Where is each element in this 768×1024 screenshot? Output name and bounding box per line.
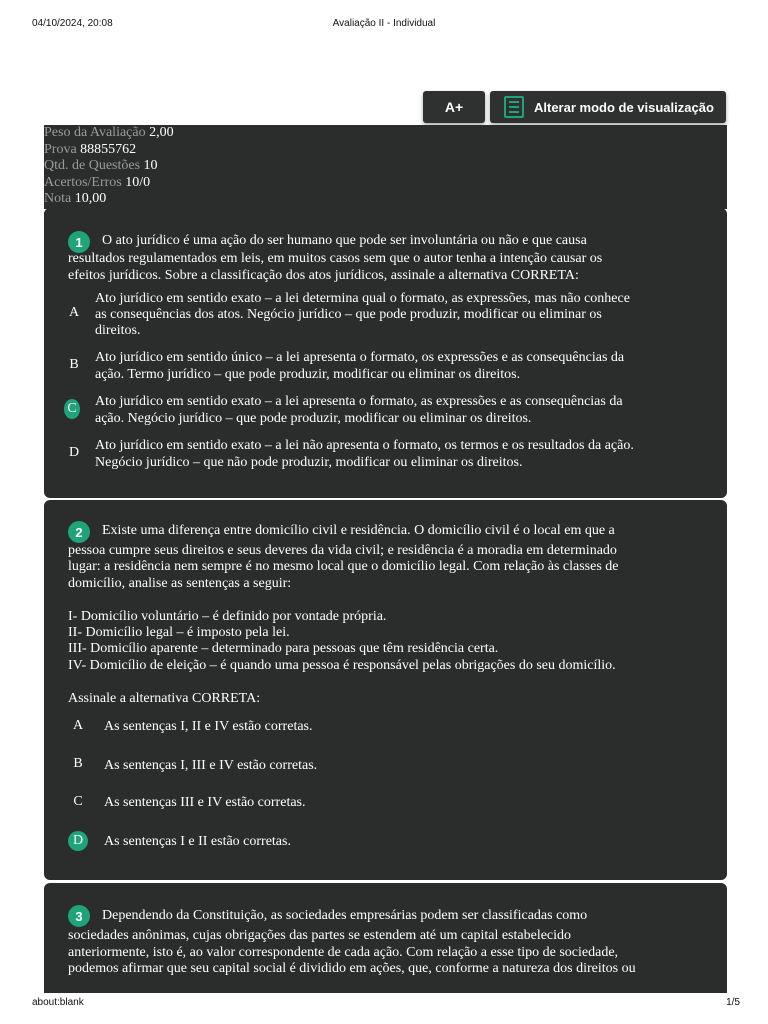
summary-label: Acertos/Erros bbox=[44, 174, 122, 190]
sentence-line: IV- Domicílio de eleição – é quando uma pessoa é responsável pelas obrigações do seu domicílio. bbox=[68, 658, 616, 673]
summary-row-weight bbox=[44, 125, 727, 142]
sentence-line: I- Domicílio voluntário – é definido por vontade própria. bbox=[68, 609, 387, 624]
option-letter: B bbox=[73, 756, 83, 771]
print-page-number: 1/5 bbox=[726, 997, 740, 1008]
summary-row-grade bbox=[44, 191, 727, 208]
option-text-line: Ato jurídico em sentido exato – a lei determina qual o formato, as expressões, mas não conhece bbox=[95, 291, 630, 306]
question-text-line: efeitos jurídicos. Sobre a classificação dos atos jurídicos, assinale a alternativa CORRETA: bbox=[68, 268, 579, 283]
question-card bbox=[44, 883, 727, 993]
option-text-line: ação. Termo jurídico – que pode produzir, modificar ou eliminar os direitos. bbox=[95, 367, 521, 382]
option-text-line: direitos. bbox=[95, 323, 141, 338]
option-text: As sentenças I e II estão corretas. bbox=[104, 834, 291, 849]
question-text-line: domicílio, analise as sentenças a seguir: bbox=[68, 576, 292, 591]
change-view-mode-button[interactable] bbox=[490, 91, 726, 123]
summary-value: 10 bbox=[143, 158, 158, 173]
summary-value: 2,00 bbox=[149, 125, 174, 140]
question-number-badge: 1 bbox=[68, 231, 90, 253]
print-date: 04/10/2024, 20:08 bbox=[32, 18, 113, 29]
option-text-line: Ato jurídico em sentido exato – a lei apresenta o formato, as expressões e as consequências da bbox=[95, 394, 623, 409]
summary-label: Nota bbox=[44, 191, 72, 206]
summary-row-exam bbox=[44, 142, 727, 159]
question-text-line: anteriormente, isto é, ao valor correspondente de cada ação. Com relação a esse tipo de sociedade, bbox=[68, 945, 619, 960]
option-text-line: Ato jurídico em sentido único – a lei apresenta o formato, os expressões e as consequências da bbox=[95, 350, 625, 365]
question-text-line: sociedades anônimas, cujas obrigações das partes se estendem até um capital estabelecido bbox=[68, 928, 572, 943]
option-text: As sentenças I, II e IV estão corretas. bbox=[104, 719, 313, 734]
option-letter: A bbox=[72, 718, 84, 733]
option-text-line: Ato jurídico em sentido exato – a lei não apresenta o formato, os termos e os resultados da ação. bbox=[95, 438, 634, 453]
summary-label: Peso da Avaliação bbox=[44, 125, 146, 140]
print-header bbox=[0, 14, 768, 34]
option-letter: D bbox=[68, 445, 80, 460]
option-letter-selected: C bbox=[64, 399, 80, 419]
question-text-line: lugar: a residência nem sempre é no mesmo local que o domicílio legal. Com relação às classes de bbox=[68, 559, 619, 574]
summary-row-questions bbox=[44, 158, 727, 175]
summary-value: 88855762 bbox=[80, 141, 137, 157]
instruction-text: Assinale a alternativa CORRETA: bbox=[68, 691, 261, 706]
summary-value: 10/0 bbox=[125, 174, 151, 190]
question-number-badge: 3 bbox=[68, 905, 90, 927]
print-title: Avaliação II - Individual bbox=[332, 18, 436, 29]
option-text-line: ação. Negócio jurídico – que pode produzir, modificar ou eliminar os direitos. bbox=[95, 411, 532, 426]
question-text-line: Existe uma diferença entre domicílio civil e residência. O domicílio civil é o local em que a bbox=[102, 523, 615, 538]
question-card bbox=[44, 208, 727, 498]
question-text-line: podemos afirmar que seu capital social é dividido em ações, que, conforme a natureza dos direitos ou bbox=[68, 961, 636, 976]
question-text-line: Dependendo da Constituição, as sociedades empresárias podem ser classificadas como bbox=[102, 908, 588, 923]
question-card bbox=[44, 500, 727, 880]
option-text-line: as consequências dos atos. Negócio jurídico – que pode produzir, modificar ou eliminar os bbox=[95, 307, 602, 322]
option-letter: C bbox=[73, 794, 83, 809]
option-letter-selected: D bbox=[68, 831, 88, 851]
summary-row-score-ratio bbox=[44, 175, 727, 192]
summary-value: 10,00 bbox=[74, 191, 107, 206]
summary-label: Qtd. de Questões bbox=[44, 158, 141, 173]
print-url: about:blank bbox=[32, 997, 84, 1008]
sentence-line: III- Domicílio aparente – determinado para pessoas que têm residência certa. bbox=[68, 641, 499, 656]
option-text: As sentenças III e IV estão corretas. bbox=[104, 795, 306, 810]
option-letter: A bbox=[68, 305, 80, 320]
option-letter: B bbox=[69, 357, 79, 372]
exam-summary bbox=[44, 125, 727, 209]
document-view-icon bbox=[504, 96, 524, 118]
option-text: As sentenças I, III e IV estão corretas. bbox=[104, 758, 318, 773]
question-text-line: resultados regulamentados em leis, em muitos casos sem que o autor tenha a intenção causar os bbox=[68, 251, 603, 266]
sentence-line: II- Domicílio legal – é imposto pela lei. bbox=[68, 625, 290, 640]
question-text-line: O ato jurídico é uma ação do ser humano que pode ser involuntária ou não e que causa bbox=[102, 233, 587, 248]
font-size-button[interactable]: A+ bbox=[423, 91, 485, 123]
change-view-mode-label: Alterar modo de visualização bbox=[534, 99, 714, 115]
option-text-line: Negócio jurídico – que não pode produzir, modificar ou eliminar os direitos. bbox=[95, 455, 523, 470]
question-text-line: pessoa cumpre seus direitos e seus deveres da vida civil; e residência é a moradia em determinado bbox=[68, 543, 617, 558]
summary-label: Prova bbox=[44, 141, 77, 157]
question-number-badge: 2 bbox=[68, 521, 90, 543]
